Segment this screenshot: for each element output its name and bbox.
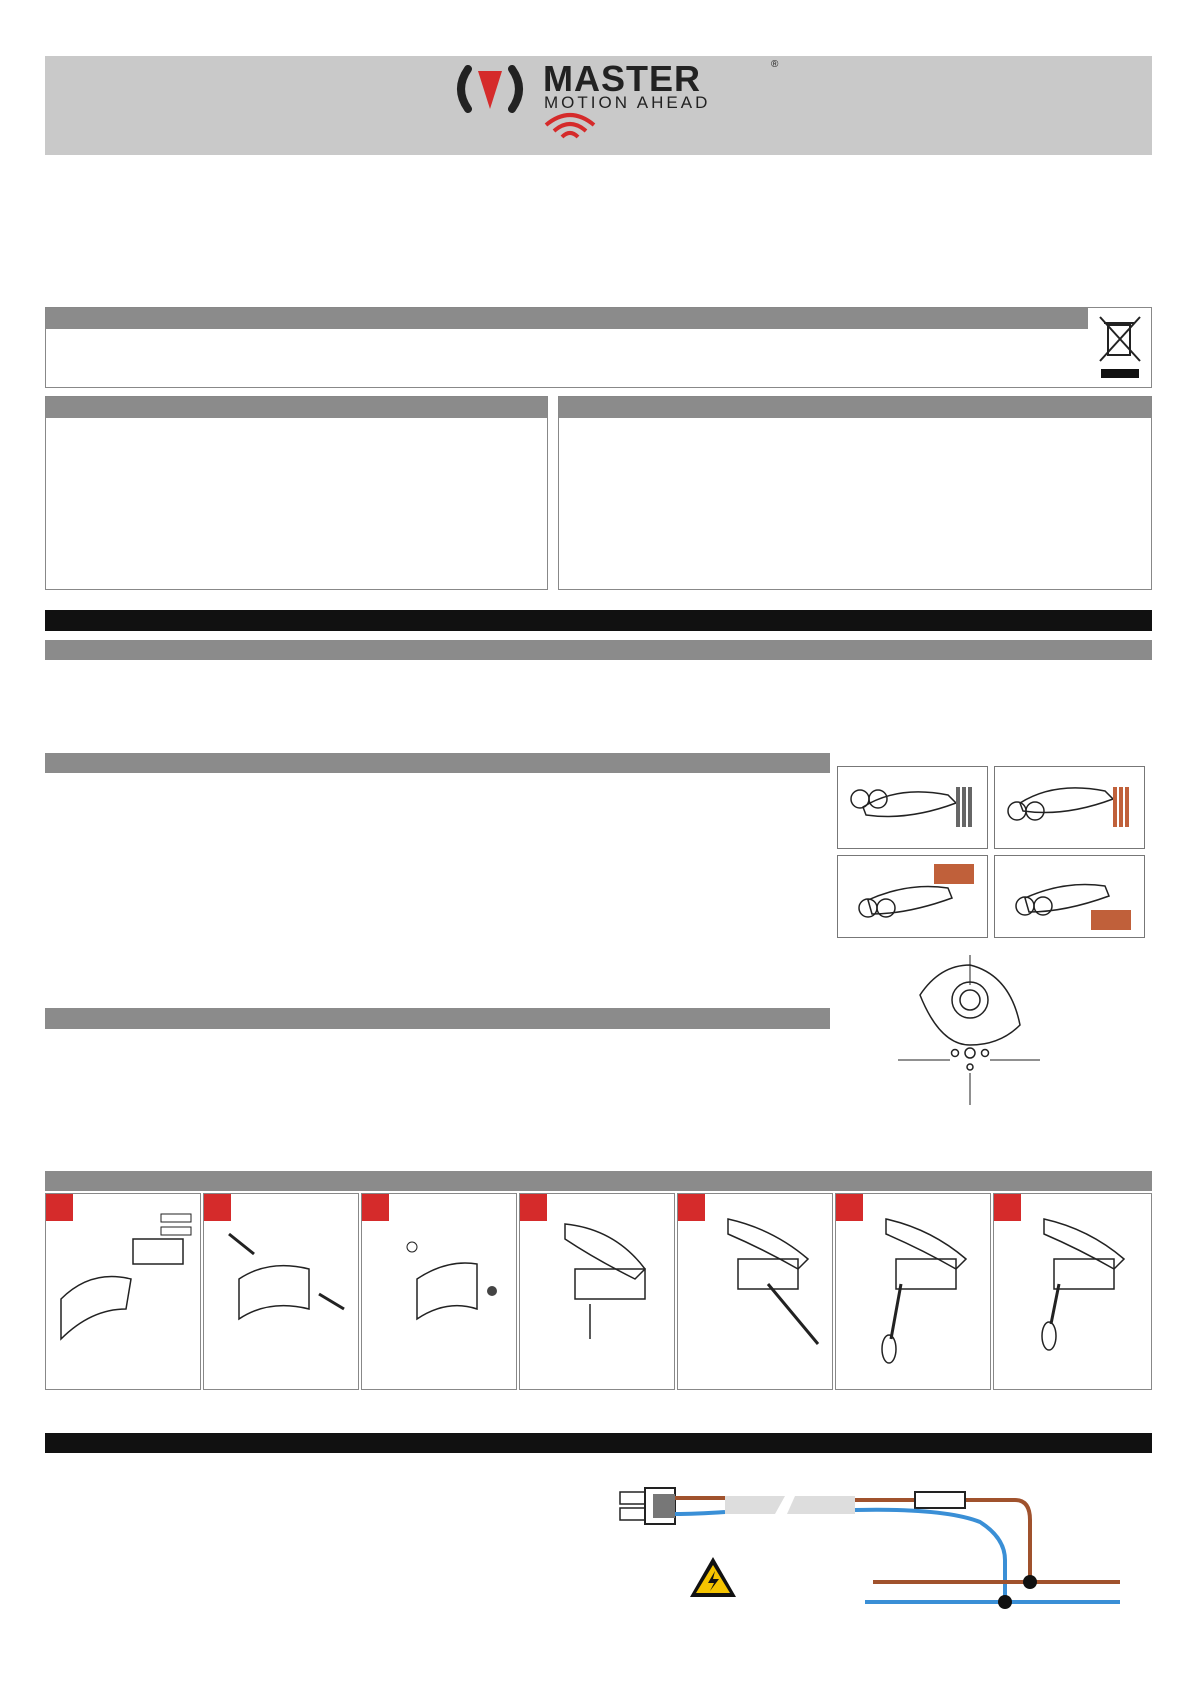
- registered-mark: ®: [771, 59, 779, 70]
- manual-release-diagram: [890, 955, 1050, 1115]
- mounting-figure-wall-bottom: [994, 855, 1145, 938]
- subsection-bar-3: [45, 1008, 830, 1029]
- info-bar-right: [559, 397, 1151, 418]
- step-1: [45, 1193, 201, 1390]
- mounting-figure-wall-top: [837, 855, 988, 938]
- step-6: [835, 1193, 991, 1390]
- info-bar-left: [46, 397, 547, 418]
- step-4: [519, 1193, 675, 1390]
- wiring-section-bar: [45, 1433, 1152, 1453]
- disposal-bar: [46, 308, 1088, 329]
- high-voltage-warning-icon: [688, 1555, 738, 1599]
- info-box-left: [45, 396, 548, 590]
- mounting-figure-post-right: [994, 766, 1145, 849]
- installation-section-bar: [45, 610, 1152, 631]
- wiring-diagram: [615, 1480, 1135, 1620]
- brand-name: MASTER: [543, 58, 701, 99]
- crossed-bin-icon: [1098, 313, 1143, 383]
- step-7: [993, 1193, 1152, 1390]
- step-2: [203, 1193, 359, 1390]
- brand-tagline: MOTION AHEAD: [544, 93, 711, 112]
- mounting-figure-post-left: [837, 766, 988, 849]
- step-3: [361, 1193, 517, 1390]
- subsection-bar-2: [45, 753, 830, 773]
- disposal-box: [45, 307, 1152, 388]
- brand-header: [45, 56, 1152, 155]
- steps-section-bar: [45, 1171, 1152, 1191]
- subsection-bar-1: [45, 640, 1152, 660]
- info-box-right: [558, 396, 1152, 590]
- step-5: [677, 1193, 833, 1390]
- wifi-signal-icon: [546, 115, 594, 137]
